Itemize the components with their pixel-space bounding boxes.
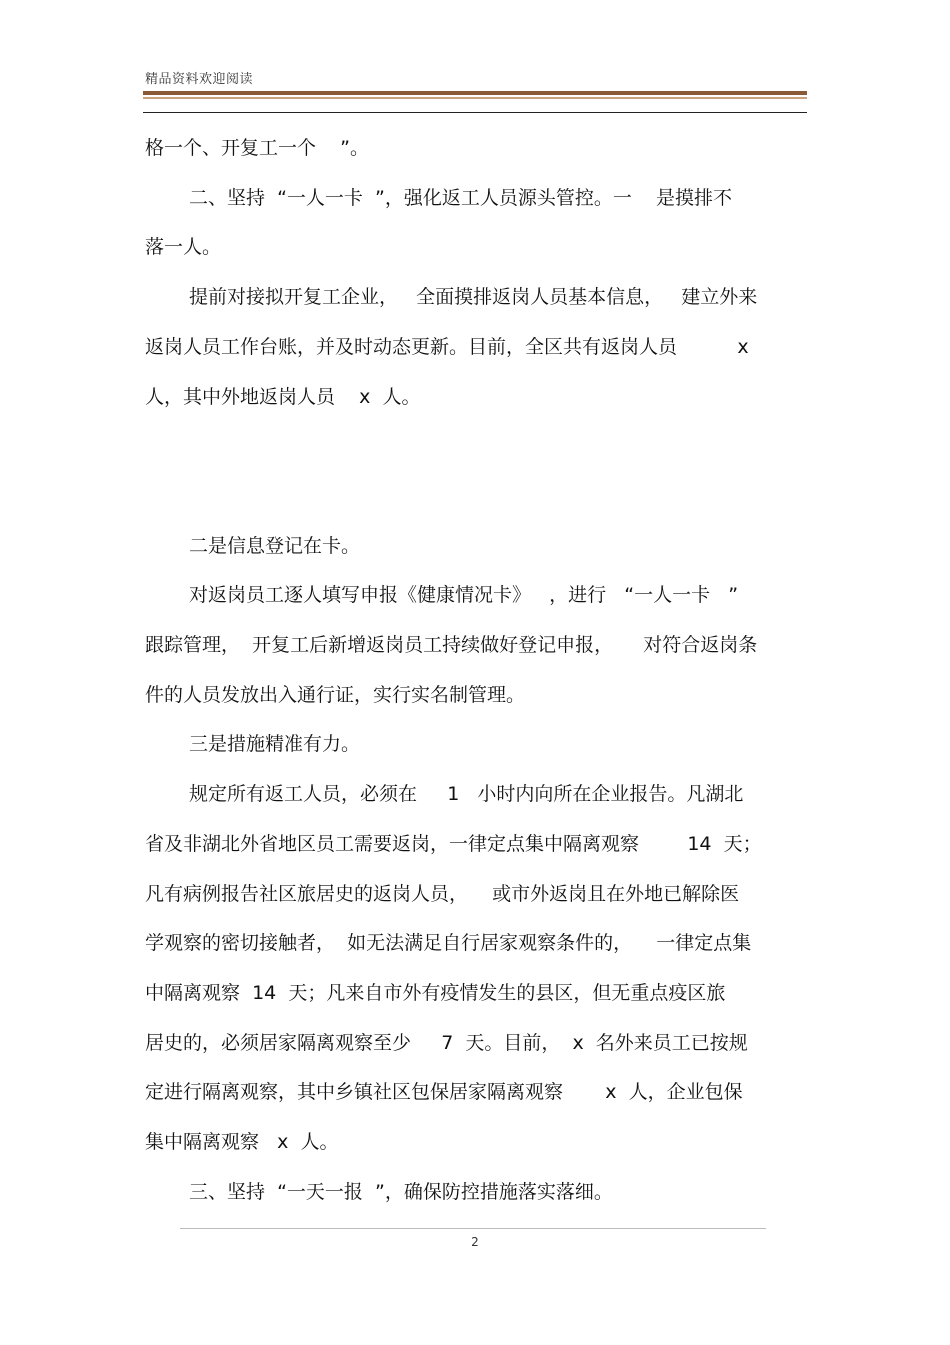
body-line: 中隔离观察 14 天；凡来自市外有疫情发生的县区，但无重点疫区旅 [145,981,726,1004]
body-line: 落一人。 [145,236,222,259]
page-number: 2 [471,1235,479,1249]
body-line: 格一个、开复工一个 ”。 [145,137,370,159]
body-line: 人，其中外地返岗人员 x 人。 [145,385,421,408]
body-line: 提前对接拟开复工企业， 全面摸排返岗人员基本信息， 建立外来 [189,286,758,309]
body-line: 省及非湖北外省地区员工需要返岗，一律定点集中隔离观察 14 天； [145,832,762,855]
header-rule-light [143,97,807,99]
body-line: 对返岗员工逐人填写申报《健康情况卡》 ，进行 “一人一卡 ” [189,584,739,607]
section-heading: 二、坚持 “一人一卡 ”，强化返工人员源头管控。一 是摸排不 [189,186,733,209]
body-line: 学观察的密切接触者， 如无法满足自行居家观察条件的， 一律定点集 [145,932,752,955]
paragraph-gap [145,422,805,521]
body-line: 规定所有返工人员，必须在 1 小时内向所在企业报告。凡湖北 [189,783,744,806]
section-heading: 三、坚持 “一天一报 ”，确保防控措施落实落细。 [189,1180,613,1203]
header-rule-thick [143,91,807,95]
page-header-label: 精品资料欢迎阅读 [145,72,254,87]
body-line: 件的人员发放出入通行证，实行实名制管理。 [145,683,526,706]
body-line: 居史的，必须居家隔离观察至少 7 天。目前， x 名外来员工已按规 [145,1031,748,1054]
body-line: 凡有病例报告社区旅居史的返岗人员， 或市外返岗且在外地已解除医 [145,882,740,905]
body-line: 返岗人员工作台账，并及时动态更新。目前，全区共有返岗人员 x [145,335,749,358]
subheading: 三是措施精准有力。 [189,733,361,756]
body-line: 定进行隔离观察，其中乡镇社区包保居家隔离观察 x 人，企业包保 [145,1081,743,1104]
document-body [145,124,805,1217]
footer-rule [180,1228,766,1229]
subheading: 二是信息登记在卡。 [189,534,361,557]
body-line: 集中隔离观察 x 人。 [145,1131,339,1154]
body-line: 跟踪管理， 开复工后新增返岗员工持续做好登记申报， 对符合返岗条 [145,634,758,657]
header-rule-thin [143,112,807,113]
